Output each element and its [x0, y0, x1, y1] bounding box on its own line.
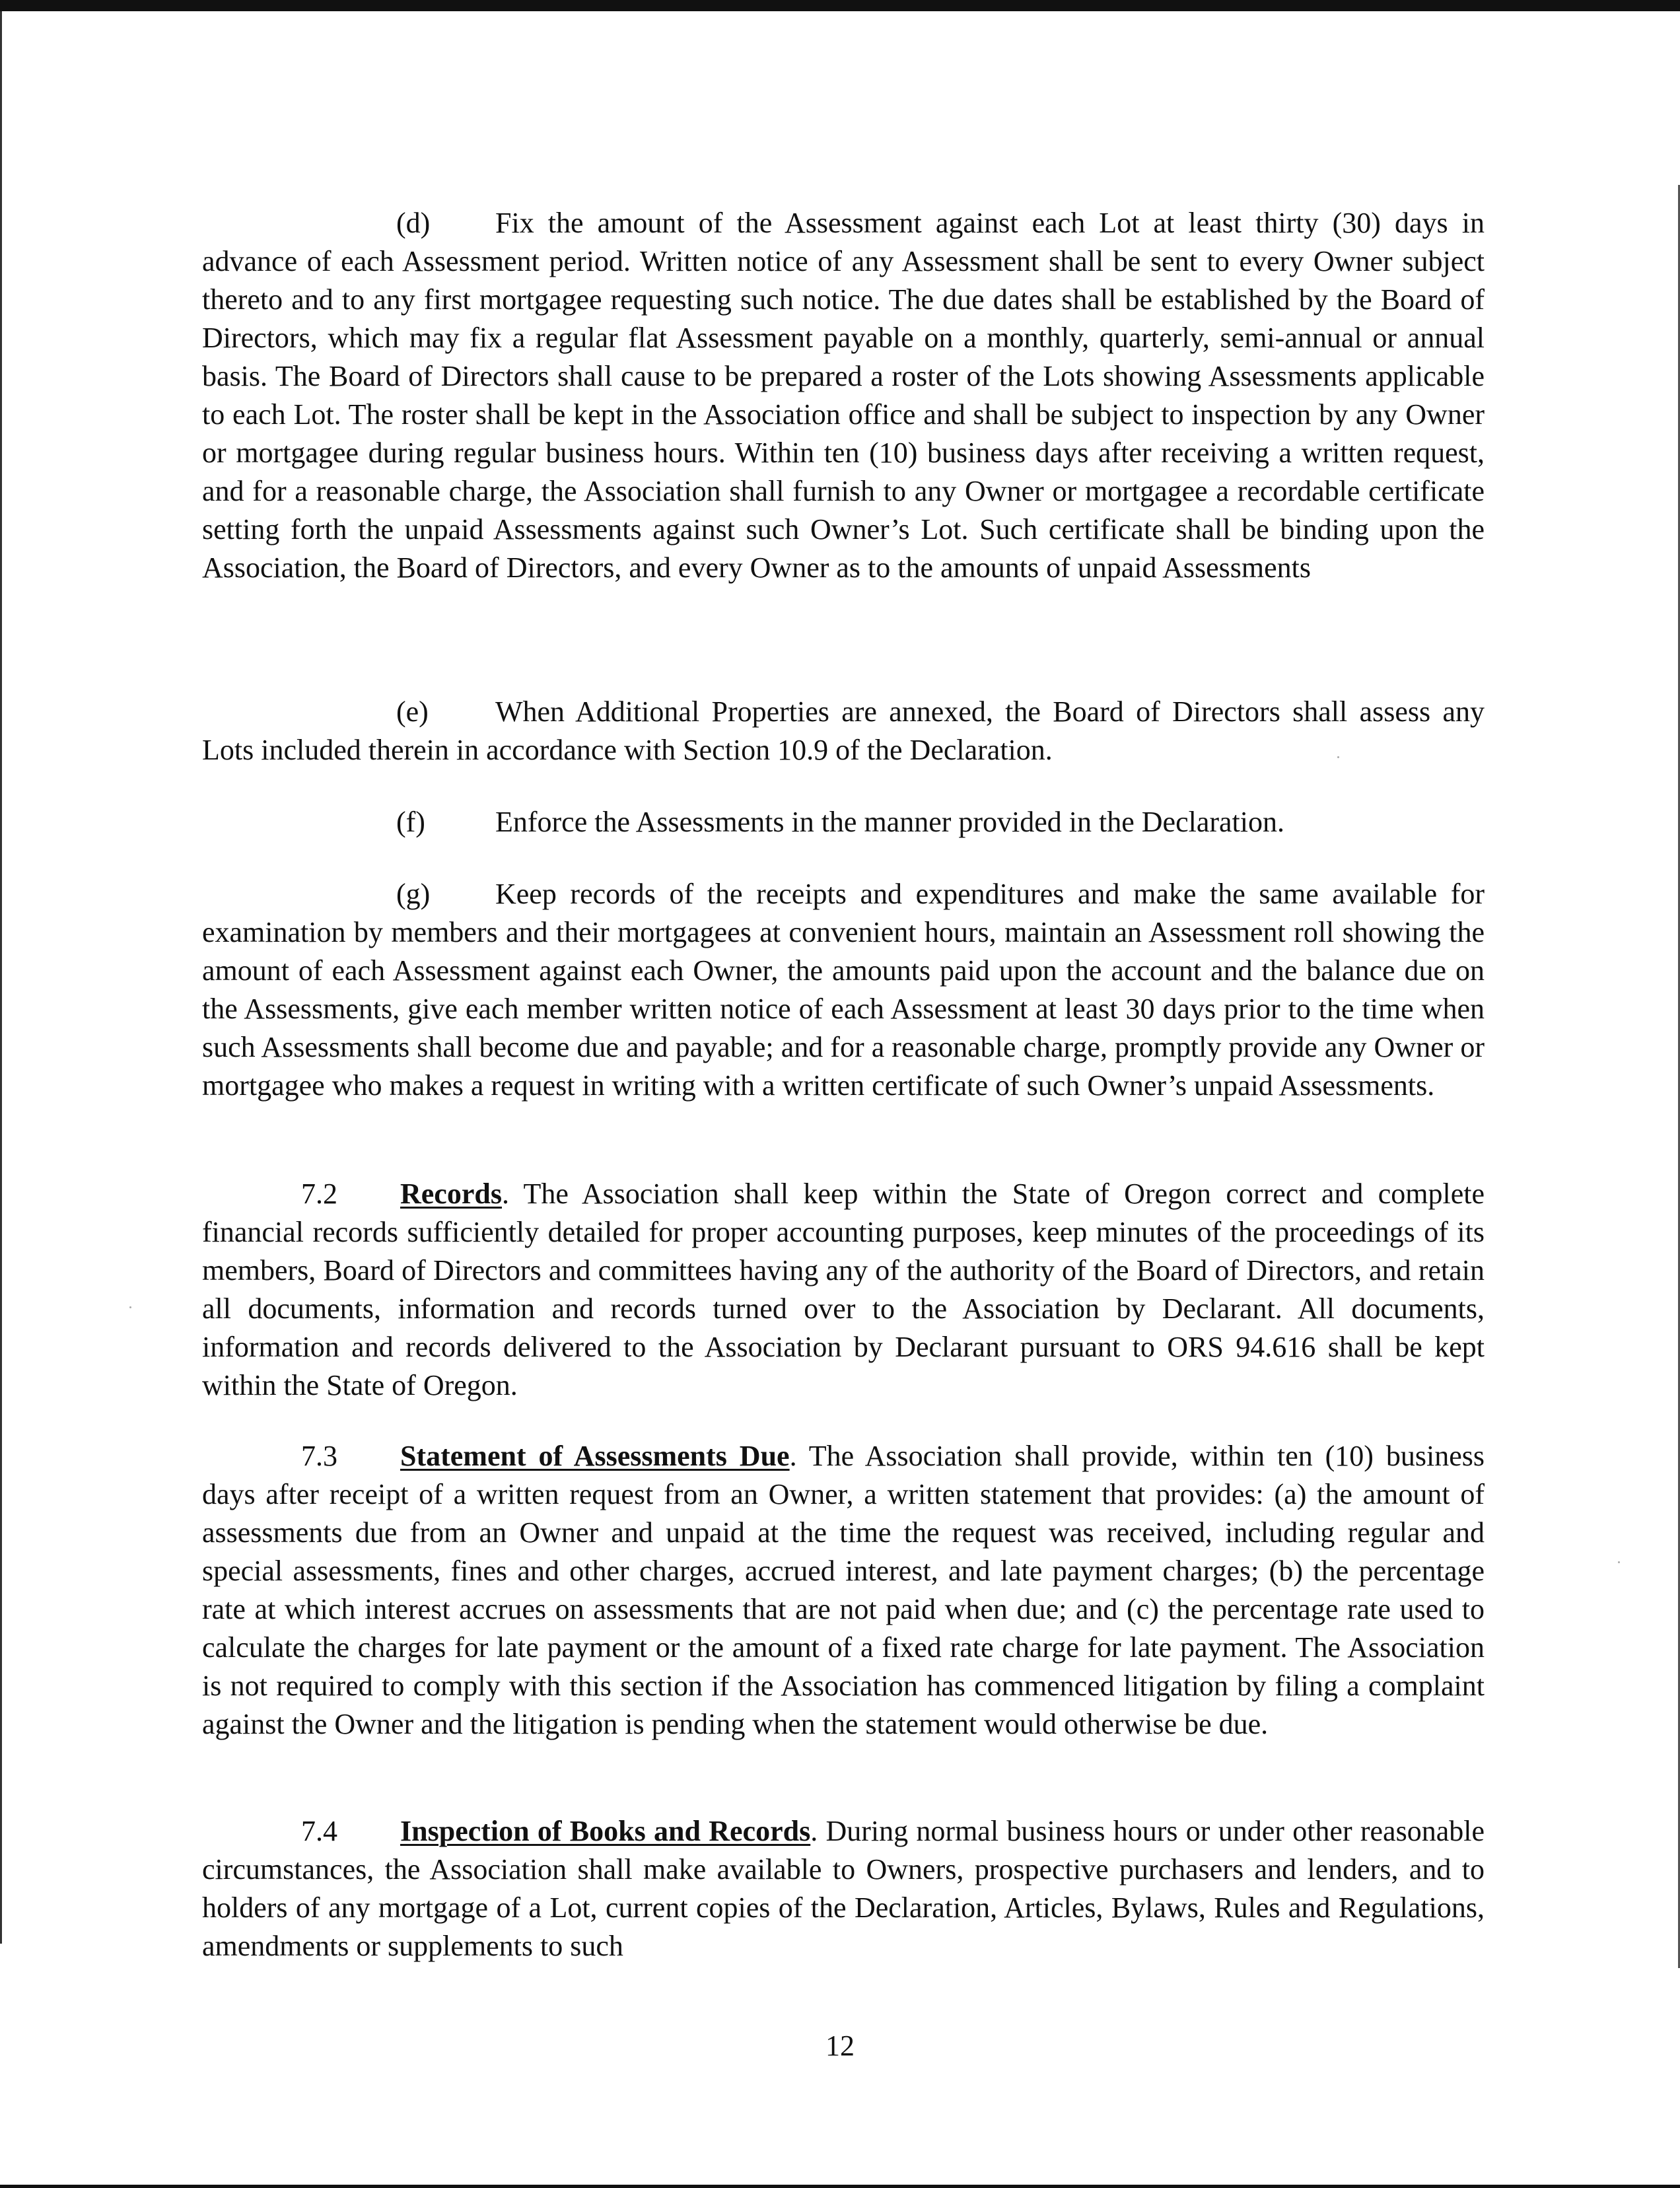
scan-speck [1618, 1561, 1620, 1563]
paragraph-g [202, 875, 1485, 1105]
scan-speck [129, 1306, 131, 1308]
scan-edge-top [0, 0, 1680, 11]
section-heading: Inspection of Books and Records [400, 1815, 811, 1847]
paragraph-f [202, 803, 1485, 841]
section-7-4 [202, 1812, 1485, 1965]
paragraph-label: (e) [396, 695, 429, 728]
section-heading: Records [400, 1178, 502, 1210]
paragraph-label: (d) [396, 207, 431, 239]
section-number: 7.4 [301, 1815, 337, 1847]
paragraph-e [202, 693, 1485, 769]
section-text: . During normal business hours or under other reasonable circumstances, the Association shall make available to Owners, prospective purchasers and lenders, and to holders of any mortgage of a Lot, current copies of the Declaration, Articles, Bylaws, Rules and Regulations, amendments or supplements to such [202, 1815, 1485, 1962]
paragraph-text: Enforce the Assessments in the manner provided in the Declaration. [495, 806, 1284, 838]
paragraph-label: (g) [396, 878, 431, 910]
scan-edge-bottom [0, 2185, 1680, 2188]
section-text: . The Association shall keep within the State of Oregon correct and complete financial records sufficiently detailed for proper accounting purposes, keep minutes of the proceedings of its members, Board of Directors and committees having any of the authority of the Board of Directors, and retain all documents, information and records turned over to the Association by Declarant. All documents, information and records delivered to the Association by Declarant pursuant to ORS 94.616 shall be kept within the State of Oregon. [202, 1178, 1485, 1401]
paragraph-label: (f) [396, 806, 425, 838]
section-heading: Statement of Assessments Due [400, 1440, 790, 1472]
paragraph-text: Fix the amount of the Assessment against each Lot at least thirty (30) days in advance of each Assessment period. Written notice of any Assessment shall be sent to every Owner subject thereto and to any first mortgagee requesting such notice. The due dates shall be established by the Board of Directors, which may fix a regular flat Assessment payable on a monthly, quarterly, semi-annual or annual basis. The Board of Directors shall cause to be prepared a roster of the Lots showing Assessments applicable to each Lot. The roster shall be kept in the Association office and shall be subject to inspection by any Owner or mortgagee during regular business hours. Within ten (10) business days after receiving a written request, and for a reasonable charge, the Association shall furnish to any Owner or mortgagee a recordable certificate setting forth the unpaid Assessments against such Owner’s Lot. Such certificate shall be binding upon the Association, the Board of Directors, and every Owner as to the amounts of unpaid Assessments [202, 207, 1485, 584]
paragraph-text: When Additional Properties are annexed, the Board of Directors shall assess any Lots included therein in accordance with Section 10.9 of the Declaration. [202, 695, 1485, 766]
section-text: . The Association shall provide, within ten (10) business days after receipt of a written request from an Owner, a written statement that provides: (a) the amount of assessments due from an Owner and unpaid at the time the request was received, including regular and special assessments, fines and other charges, accrued interest, and late payment charges; (b) the percentage rate at which interest accrues on assessments that are not paid when due; and (c) the percentage rate used to calculate the charges for late payment or the amount of a fixed rate charge for late payment. The Association is not required to comply with this section if the Association has commenced litigation by filing a complaint against the Owner and the litigation is pending when the statement would otherwise be due. [202, 1440, 1485, 1740]
section-7-3 [202, 1437, 1485, 1744]
paragraph-text: Keep records of the receipts and expenditures and make the same available for examination by members and their mortgagees at convenient hours, maintain an Assessment roll showing the amount of each Assessment against each Owner, the amounts paid upon the account and the balance due on the Assessments, give each member written notice of each Assessment at least 30 days prior to the time when such Assessments shall become due and payable; and for a reasonable charge, promptly provide any Owner or mortgagee who makes a request in writing with a written certificate of such Owner’s unpaid Assessments. [202, 878, 1485, 1102]
page-number: 12 [825, 2029, 855, 2062]
scan-edge-left [0, 11, 2, 1944]
section-number: 7.2 [301, 1178, 337, 1210]
section-7-2 [202, 1175, 1485, 1405]
section-number: 7.3 [301, 1440, 337, 1472]
paragraph-d [202, 204, 1485, 587]
